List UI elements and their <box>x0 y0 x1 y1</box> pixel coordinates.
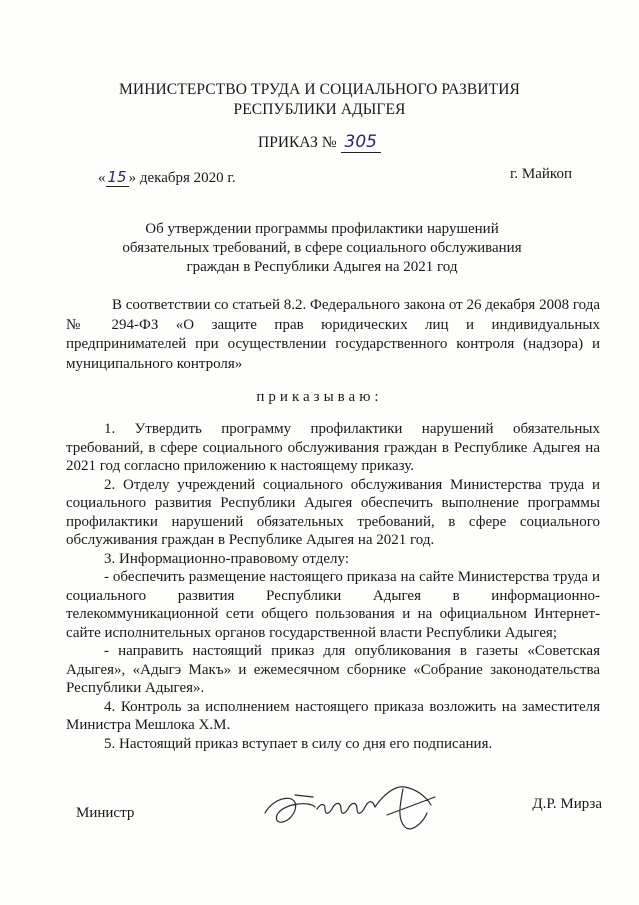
order-item-5: 5. Настоящий приказ вступает в силу со дня его подписания. <box>104 735 493 752</box>
order-label: ПРИКАЗ № <box>258 134 337 151</box>
signatory-title: Министр <box>76 805 135 821</box>
ministry-line-2: РЕСПУБЛИКИ АДЫГЕЯ <box>233 101 406 118</box>
order-date <box>98 168 236 187</box>
decree-word: приказываю: <box>256 389 383 405</box>
handwritten-signature <box>255 775 445 845</box>
order-item-3-sub-2: - направить настоящий приказ для опубликования в газеты «Советская Адыгея», «Адыгэ Макъ» и ежемесячном сборнике «Собрание законодательства Республики Адыгея». <box>66 643 600 696</box>
order-item-1: 1. Утвердить программу профилактики нарушений обязательных требований, в сфере социального обслуживания граждан в Республике Адыгея на 2021 год согласно приложению к настоящему приказу. <box>66 421 600 474</box>
city: г. Майкоп <box>509 166 572 182</box>
date-close-quote: » <box>128 170 137 186</box>
order-title <box>0 132 639 152</box>
order-item-3: 3. Информационно-правовому отделу: <box>104 550 350 567</box>
order-item-4: 4. Контроль за исполнением настоящего приказа возложить на заместителя Министра Мешлока Х.М. <box>66 698 600 733</box>
order-number: 305 <box>341 132 381 153</box>
date-day: 15 <box>107 168 127 186</box>
order-subject: Об утверждении программы профилактики нарушений обязательных требований, в сфере социального обслуживания граждан в Республики Адыгея на 2021 год <box>122 221 522 275</box>
order-items <box>66 420 600 753</box>
ministry-line-1: МИНИСТЕРСТВО ТРУДА И СОЦИАЛЬНОГО РАЗВИТИЯ <box>119 81 520 98</box>
order-item-2: 2. Отделу учреждений социального обслуживания Министерства труда и социального развития Республики Адыгея обеспечить выполнение программы профилактики нарушений обязательных требований, в сфере социального обслуживания граждан в Республике Адыгея на 2021 год. <box>66 476 600 548</box>
date-month-year: декабря 2020 г. <box>136 170 236 186</box>
signatory-name: Д.Р. Мирза <box>532 796 602 812</box>
date-open-quote: « <box>98 170 106 186</box>
legal-basis <box>66 296 600 374</box>
legal-basis-text: В соответствии со статьей 8.2. Федерального закона от 26 декабря 2008 года № 294-ФЗ «О защите прав юридических лиц и индивидуальных предпринимателей при осуществлении государственного контроля (надзора) и муниципального контроля» <box>66 297 600 372</box>
ministry-header <box>0 80 639 120</box>
order-item-3-sub-1: - обеспечить размещение настоящего приказа на сайте Министерства труда и социального развития Республики Адыгея в информационно-телекоммуникационной сети общего пользования и на официальном Интернет-сайте исполнительных органов государственной власти Республики Адыгея; <box>66 569 600 641</box>
